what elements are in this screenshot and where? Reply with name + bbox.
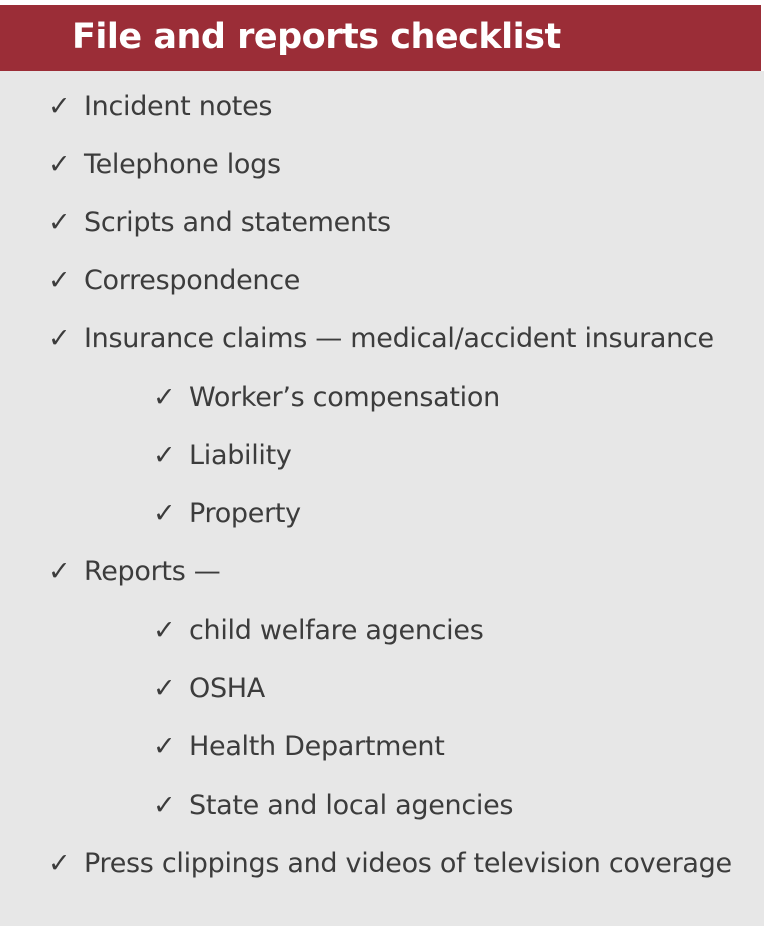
- checklist-header: [0, 5, 764, 71]
- checklist-item-label: Reports —: [84, 556, 221, 587]
- checklist-item: [48, 87, 272, 127]
- checklist-item: [48, 145, 281, 185]
- checklist-item-label: Correspondence: [84, 265, 301, 296]
- checkmark-icon: ✓: [153, 440, 176, 471]
- checklist-item: [48, 261, 300, 301]
- checkmark-icon: ✓: [48, 556, 71, 587]
- checkmark-icon: ✓: [48, 265, 71, 296]
- checklist-item: [48, 319, 714, 359]
- checklist-item: [48, 203, 391, 243]
- checklist-item-label: Worker’s compensation: [189, 382, 500, 413]
- checklist-item-label: Property: [189, 498, 301, 529]
- checkmark-icon: ✓: [153, 498, 176, 529]
- checklist-item-label: Liability: [189, 440, 292, 471]
- checklist-subitem: [153, 378, 500, 418]
- checkmark-icon: ✓: [153, 790, 176, 821]
- checkmark-icon: ✓: [153, 673, 176, 704]
- checkmark-icon: ✓: [153, 382, 176, 413]
- checklist-subitem: [153, 436, 292, 476]
- checkmark-icon: ✓: [48, 91, 71, 122]
- checkmark-icon: ✓: [48, 323, 71, 354]
- checklist-item: [48, 844, 732, 884]
- checklist-panel: [0, 5, 764, 926]
- checklist-subitem: [153, 727, 445, 767]
- checkmark-icon: ✓: [48, 149, 71, 180]
- checkmark-icon: ✓: [153, 731, 176, 762]
- checklist-item-label: child welfare agencies: [189, 615, 484, 646]
- checklist-subitem: [153, 494, 301, 534]
- checkmark-icon: ✓: [48, 848, 71, 879]
- checklist-item-label: Incident notes: [84, 91, 273, 122]
- checklist-item-label: OSHA: [189, 673, 265, 704]
- checklist-item-label: Scripts and statements: [84, 207, 391, 238]
- checklist-subitem: [153, 786, 513, 826]
- checklist-subitem: [153, 611, 483, 651]
- checklist-subitem: [153, 669, 265, 709]
- checkmark-icon: ✓: [153, 615, 176, 646]
- checklist-item-label: Telephone logs: [84, 149, 281, 180]
- checklist-title: File and reports checklist: [72, 17, 561, 57]
- checkmark-icon: ✓: [48, 207, 71, 238]
- checklist-item-label: Insurance claims — medical/accident insurance: [84, 323, 714, 354]
- checklist-item-label: Health Department: [189, 731, 445, 762]
- checklist-item-label: Press clippings and videos of television coverage: [84, 848, 732, 879]
- checklist-item: [48, 552, 220, 592]
- checklist-item-label: State and local agencies: [189, 790, 514, 821]
